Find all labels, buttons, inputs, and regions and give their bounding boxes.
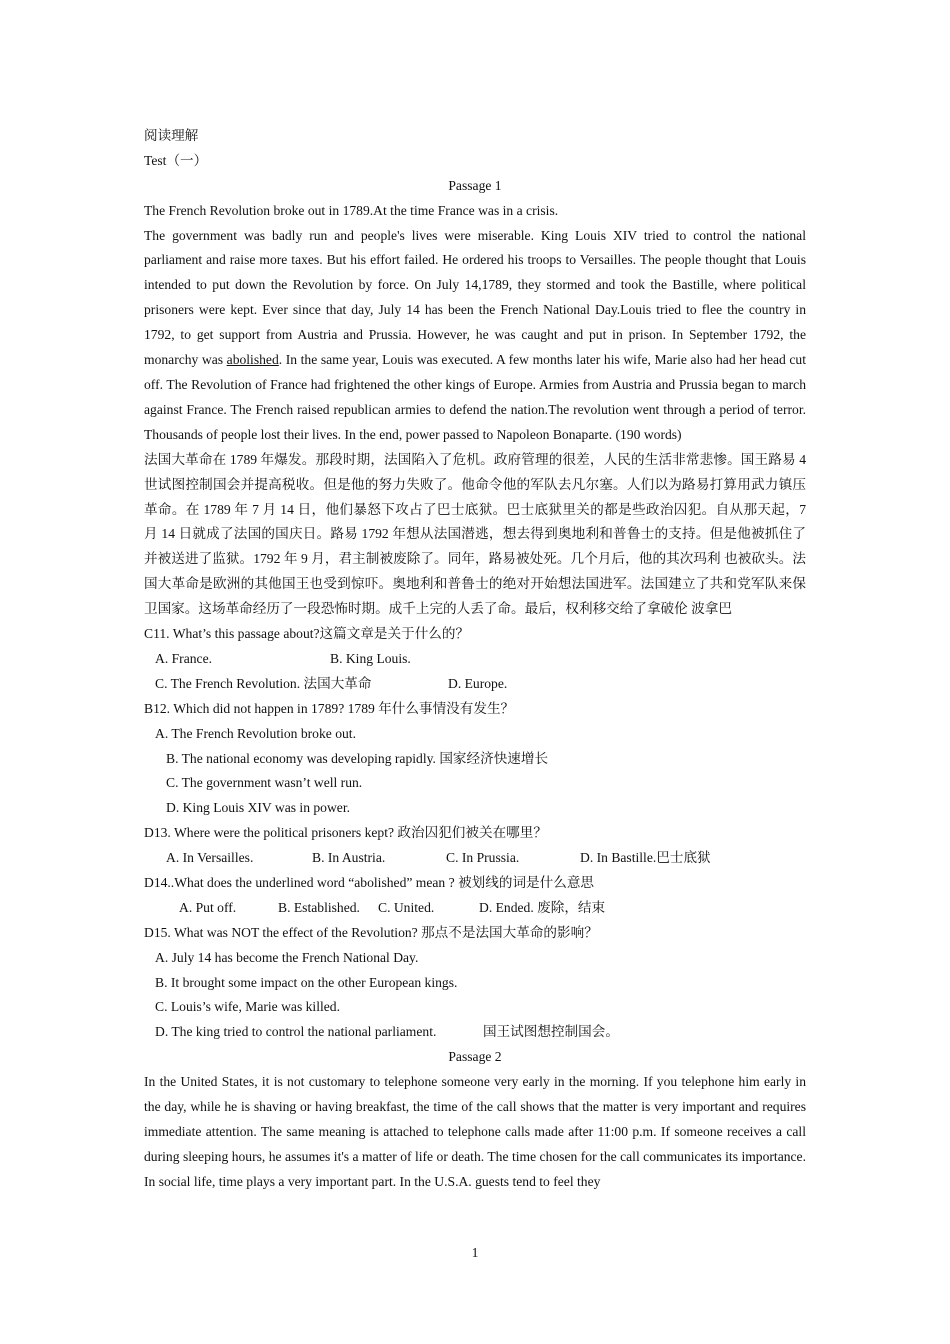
question-12-option-a: A. The French Revolution broke out. <box>155 725 356 741</box>
passage-1-body-part2: . In the same year, Louis was executed. A few months later his wife, Marie also had her head cut off. The Revolution of France had frightened the other kings of Europe. Armies from Austria and Prussia began to march against France. The French raised republican armies to defend the nation.The revolution went through a period of terror. Thousands of people lost their lives. In the end, power passed to Napoleon Bonaparte. (190 words) <box>144 352 806 442</box>
passage-2-title: Passage 2 <box>448 1049 502 1065</box>
test-heading: Test（一） <box>144 152 208 168</box>
passage-1-body <box>144 224 806 448</box>
passage-1-title: Passage 1 <box>448 177 502 193</box>
document-page <box>144 124 806 1195</box>
question-11-option-d: D. Europe. <box>448 675 508 691</box>
question-12-option-d: D. King Louis XIV was in power. <box>166 800 351 816</box>
question-14-option-c: C. United. <box>378 899 435 915</box>
underlined-word-abolished: abolished <box>226 352 279 368</box>
question-11-option-a: A. France. <box>155 650 212 666</box>
passage-1-lead: The French Revolution broke out in 1789.At the time France was in a crisis. <box>144 202 559 218</box>
question-15-option-c: C. Louis’s wife, Marie was killed. <box>155 999 340 1015</box>
question-12-stem: B12. Which did not happen in 1789? 1789 年什么事情没有发生？ <box>144 700 515 716</box>
page-number: 1 <box>471 1245 479 1260</box>
question-11-options-row1 <box>144 647 806 672</box>
question-14-option-d: D. Ended. 废除，结束 <box>479 899 606 915</box>
question-14-option-a: A. Put off. <box>179 899 237 915</box>
question-15-option-d-row <box>144 1020 806 1045</box>
question-13-option-c: C. In Prussia. <box>446 850 520 866</box>
question-15-option-a: A. July 14 has become the French National Day. <box>155 949 419 965</box>
question-15-option-d-note: 国王试图想控制国会。 <box>483 1024 619 1040</box>
question-15-option-d: D. The king tried to control the national parliament. <box>155 1024 437 1040</box>
question-11-options-row2 <box>144 672 806 697</box>
passage-1-translation: 法国大革命在 1789 年爆发。那段时期，法国陷入了危机。政府管理的很差，人民的生活非常悲惨。国王路易 4 世试图控制国会并提高税收。但是他的努力失败了。他命令他的军队去凡尔塞。人们以为路易打算用武力镇压革命。在 1789 年 7 月 14 日，他们暴怒下攻占了巴士底狱。巴士底狱里关的都是些政治囚犯。自从那天起，7 月 14 日就成了法国的国庆日。路易 1792 年想从法国潜逃，想去得到奥地利和普鲁士的支持。但是他被抓住了并被送进了监狱。1792 年 9 月，君主制被废除了。同年，路易被处死。几个月后，他的其次玛利 也被砍头。法国大革命是欧洲的其他国王也受到惊吓。奥地利和普鲁士的绝对开始想法国进军。法国建立了共和党军队来保卫国家。这场革命经历了一段恐怖时期。成千上完的人丢了命。最后，权利移交给了拿破伦 波拿巴 <box>144 451 806 617</box>
passage-2-body: In the United States, it is not customary to telephone someone very early in the morning. If you telephone him early in the day, while he is shaving or having breakfast, the time of the call shows that the matter is very important and requires immediate attention. The same meaning is attached to telephone calls made after 11:00 p.m. If someone receives a call during sleeping hours, he assumes it's a matter of life or death. The time chosen for the call communicates its importance. In social life, time plays a very important part. In the U.S.A. guests tend to feel they <box>144 1074 806 1189</box>
question-14-stem: D14..What does the underlined word “abolished” mean ? 被划线的词是什么意思 <box>144 874 595 890</box>
question-13-options <box>144 846 806 871</box>
question-15-option-b: B. It brought some impact on the other European kings. <box>155 974 458 990</box>
section-heading: 阅读理解 <box>144 128 199 143</box>
question-13-stem: D13. Where were the political prisoners kept? 政治囚犯们被关在哪里？ <box>144 825 547 841</box>
question-15-stem: D15. What was NOT the effect of the Revolution? 那点不是法国大革命的影响？ <box>144 924 598 940</box>
question-14-option-b: B. Established. <box>278 899 360 915</box>
question-11-option-c: C. The French Revolution. 法国大革命 <box>155 675 372 691</box>
question-12-option-b: B. The national economy was developing rapidly. 国家经济快速增长 <box>166 750 549 766</box>
question-13-option-b: B. In Austria. <box>312 850 386 866</box>
question-13-option-a: A. In Versailles. <box>166 850 254 866</box>
passage-1-body-part1: The government was badly run and people's lives were miserable. King Louis XIV tried to control the national parliament and raise more taxes. But his effort failed. He ordered his troops to Versailles. The people thought that Louis intended to put down the Revolution by force. On July 14,1789, they stormed and took the Bastille, where political prisoners were kept. Ever since that day, July 14 has been the French National Day.Louis tried to flee the country in 1792, to get support from Austria and Prussia. However, he was caught and put in prison. In September 1792, the monarchy was <box>144 227 806 368</box>
question-13-option-d: D. In Bastille.巴士底狱 <box>580 850 711 866</box>
question-12-option-c: C. The government wasn’t well run. <box>166 775 363 791</box>
question-11-option-b: B. King Louis. <box>330 650 411 666</box>
question-11-stem: C11. What’s this passage about?这篇文章是关于什么的？ <box>144 626 470 642</box>
question-14-options <box>144 896 806 921</box>
